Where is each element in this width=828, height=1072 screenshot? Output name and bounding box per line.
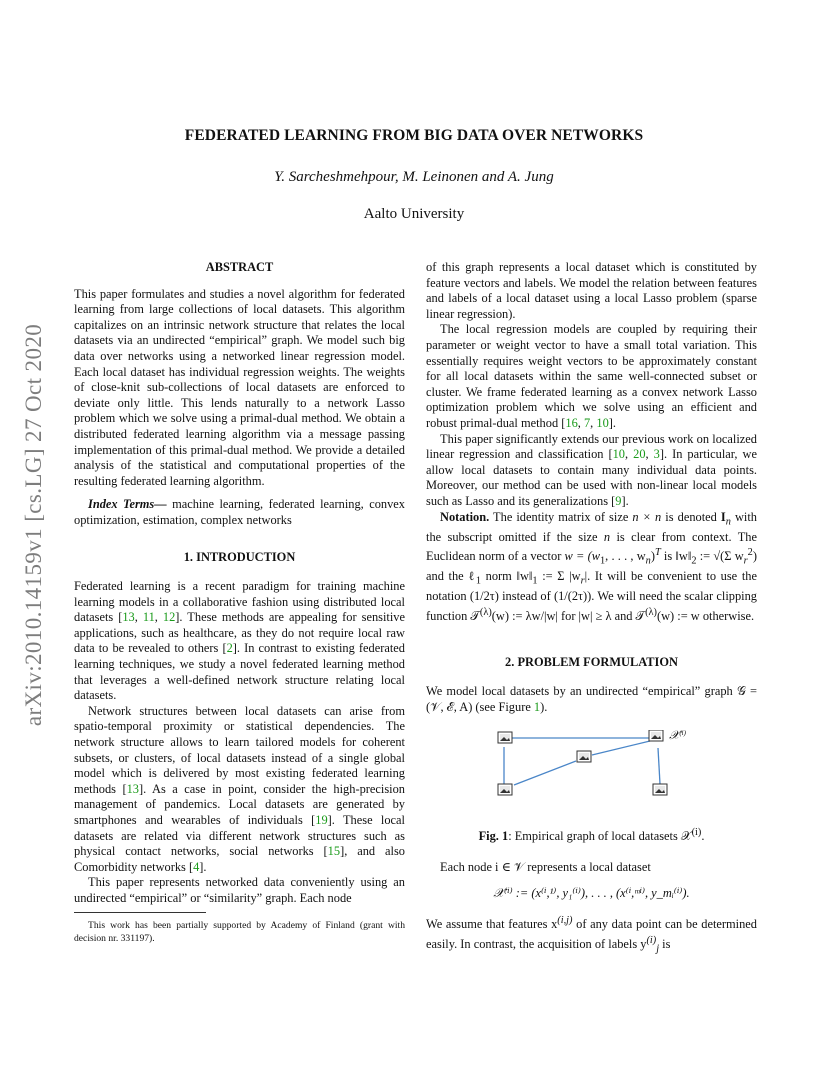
image-node-icon <box>653 784 667 795</box>
citation-link[interactable]: 13 <box>122 610 135 625</box>
empirical-graph <box>426 730 757 825</box>
image-node-icon <box>498 732 512 743</box>
index-terms <box>74 497 405 528</box>
abstract-text: This paper formulates and studies a novel algorithm for federated learning from large collections of local datasets. This algorithm capitalizes on an intrinsic network structure that relates the local datasets via an undirected “empirical” graph. We model such big data over networks using a networked linear regression model. Each local dataset has individual regression weights. The weights of close-knit sub-collections of local datasets are enforced to deviate only little. This lends naturally to a network Lasso problem which we solve using a primal-dual method. We obtain a distributed federated learning algorithm via a message passing implementation of this primal-dual method. We provide a detailed analysis of the statistical and computational properties of the resulting federated learning algorithm. <box>74 286 405 488</box>
citation-link[interactable]: 16 <box>565 415 578 430</box>
dataset-equation: 𝒳⁽ⁱ⁾ := (x⁽ⁱ,¹⁾, y₁⁽ⁱ⁾), . . . , (x⁽ⁱ,ᵐⁱ⁾, y_mᵢ⁽ⁱ⁾). <box>493 885 690 900</box>
intro-paragraph-3: This paper represents networked data conveniently using an undirected “empirical” or “similarity” graph. Each node <box>74 875 405 905</box>
citation-link[interactable]: 13 <box>126 781 139 796</box>
citation-link[interactable]: 20 <box>633 447 646 462</box>
paper-title: FEDERATED LEARNING FROM BIG DATA OVER NETWORKS <box>184 127 644 144</box>
right-paragraph-0: of this graph represents a local dataset which is constituted by feature vectors and labels. We model the relation between features and labels of a local dataset using a local Lasso problem (sparse linear regression). <box>426 260 757 321</box>
citation-link[interactable]: 9 <box>615 493 622 508</box>
right-paragraph-1: The local regression models are coupled by requiring their parameter or weight vector to have a small total variation. This essentially requires weight vectors to be approximately constant for all local datasets within the same well-connected subset or cluster. We frame federated learning as a convex network Lasso optimization problem which we solve using an efficient and robust primal-dual method [16, 7, 10]. <box>426 322 757 430</box>
graph-edge <box>658 748 660 784</box>
citation-link[interactable]: 7 <box>583 415 591 430</box>
figure-1 <box>426 730 757 825</box>
problem-paragraph: We model local datasets by an undirected “empirical” graph 𝒢 = (𝒱, ℰ, A) (see Figure 1). <box>426 684 757 714</box>
intro-paragraph-1: Federated learning is a recent paradigm for training machine learning models in a collaborative fashion using distributed local datasets [13, 11, 12]. These methods are appealing for sensitive applications, such as healthcare, as they do not require local raw data to be revealed to others [2]. In contrast to existing federated learning techniques, we study a novel federated learning method that leverages a well-defined network structure relating local datasets. <box>74 579 406 703</box>
intro-paragraph-2: Network structures between local datasets can arise from spatio-temporal proximity or statistical dependencies. The network structure allows to learn tailored models for coherent subsets, or clusters, of local datasets instead of a single global model which is delivered by most existing federated learning methods [13]. As a case in point, consider the high-precision management of pandemics. Local datasets are generated by smartphones and wearables of individuals [19]. These local datasets are related via different network structures such as physical contact networks, social networks [15], and also Comorbidity networks [4]. <box>74 703 405 874</box>
graph-edge <box>514 761 576 785</box>
arxiv-watermark <box>14 290 54 760</box>
arxiv-id: arXiv:2010.14159v1 [cs.LG] 27 Oct 2020 <box>21 323 46 727</box>
footnote: This work has been partially supported by Academy of Finland (grant with decision nr. 331197). <box>74 919 405 944</box>
paper-authors: Y. Sarcheshmehpour, M. Leinonen and A. Jung <box>274 169 554 185</box>
notation-paragraph: Notation. The identity matrix of size n × n is denoted $I_n$ with the subscript omitted if the size n is clear from context. The Euclidean norm of a vector $w = (w_1$, . . . , $w_n)^T$ is $‖w‖_2$ := √(Σ $w_r^2$) and the ℓ$_1$ norm $‖w‖_1$ := Σ $|w_r|$. It will be convenient to use the notation (1/2τ) instead of (1/(2τ)). We will need the scalar clipping function 𝒯$^{(\lambda)}$(w) := λw/|w| for |w| ≥ λ and 𝒯$^{(\lambda)}$(w) := w otherwise. <box>426 509 757 624</box>
citation-link[interactable]: 2 <box>226 641 233 656</box>
paper-affiliation: Aalto University <box>363 206 465 222</box>
citation-link[interactable]: 15 <box>327 844 341 859</box>
index-terms-label: Index Terms— <box>88 497 167 512</box>
figure-link[interactable]: 1 <box>533 699 541 714</box>
citation-link[interactable]: 4 <box>193 859 200 874</box>
citation-link[interactable]: 10 <box>596 415 609 430</box>
image-node-icon <box>649 730 663 741</box>
left-column <box>74 260 405 945</box>
figure-caption: Fig. 1: Empirical graph of local datasets 𝒳$^{(i)}$. <box>478 826 705 843</box>
right-paragraph-2: This paper significantly extends our previous work on localized linear regression and classification [10, 20, 3]. In particular, we allow local datasets to contain many individual data points. Moreover, our method can be used with non-linear local models such as Lasso and its generalizations [9]. <box>426 431 757 508</box>
citation-link[interactable]: 12 <box>162 610 176 625</box>
problem-heading: 2. PROBLEM FORMULATION <box>505 654 678 669</box>
image-node-icon <box>577 751 591 762</box>
node-label: 𝒳$^{(i)}$ <box>669 729 686 742</box>
intro-heading: 1. INTRODUCTION <box>183 549 296 564</box>
citation-link[interactable]: 3 <box>653 447 660 462</box>
index-terms-text: machine learning, federated learning, convex optimization, estimation, complex networks <box>74 497 405 527</box>
abstract-heading: ABSTRACT <box>205 260 274 274</box>
graph-edge <box>592 741 650 755</box>
right-column <box>426 260 757 957</box>
final-paragraph: We assume that features $x^{(i,j)}$ of any data point can be determined easily. In contrast, the acquisition of labels $y^{(i)}_j$ is <box>426 915 757 955</box>
node-paragraph: Each node i ∈ 𝒱 represents a local dataset <box>440 860 651 875</box>
citation-link[interactable]: 10 <box>612 447 625 462</box>
image-node-icon <box>498 784 512 795</box>
citation-link[interactable]: 19 <box>315 813 328 827</box>
citation-link[interactable]: 11 <box>142 610 155 625</box>
